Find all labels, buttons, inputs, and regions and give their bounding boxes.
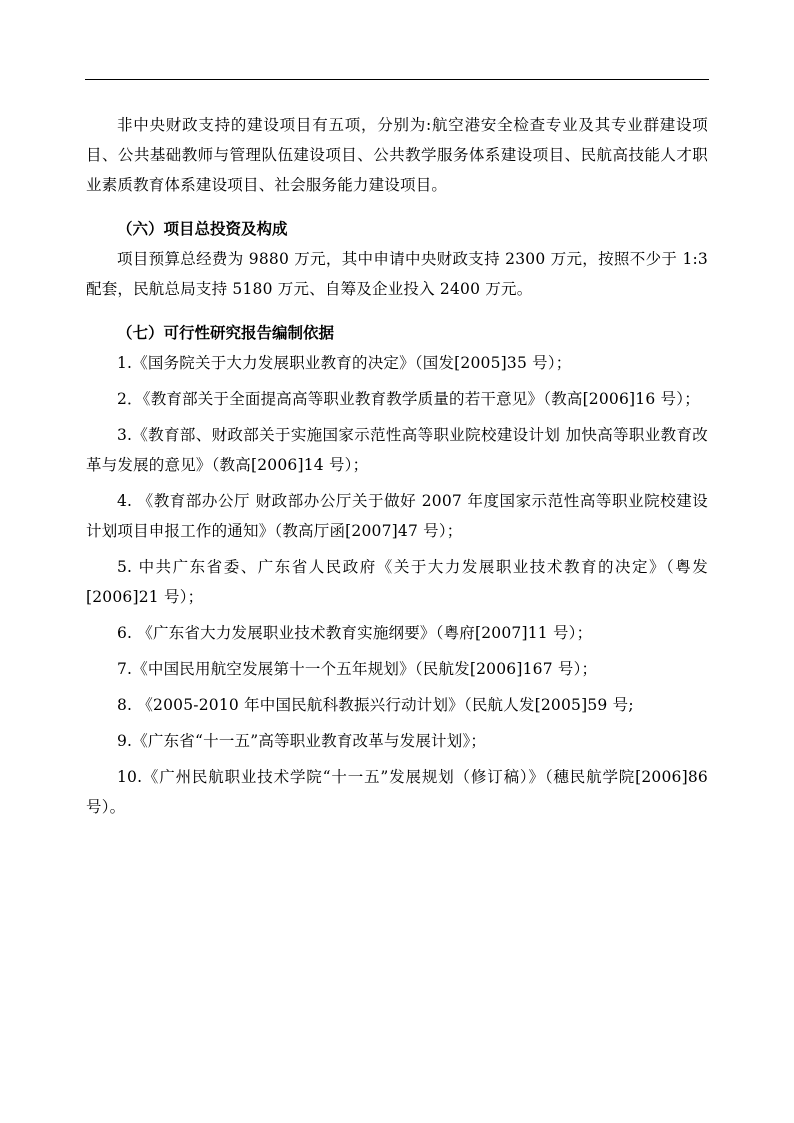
reference-item: 1.《国务院关于大力发展职业教育的决定》（国发[2005]35 号）； (117, 354, 572, 372)
reference-item: 6. 《广东省大力发展职业技术教育实施纲要》（粤府[2007]11 号）； (117, 624, 593, 642)
reference-list (86, 348, 708, 822)
reference-item: 9.《广东省“十一五”高等职业教育改革与发展计划》； (117, 732, 487, 750)
reference-item: 8. 《2005-2010 年中国民航科教振兴行动计划》（民航人发[2005]59 号; (117, 696, 634, 714)
section-seven-heading: （七）可行性研究报告编制依据 (117, 324, 335, 342)
reference-item: 2．《教育部关于全面提高高等职业教育教学质量的若干意见》（教高[2006]16 号）； (117, 390, 700, 408)
section-six-paragraph: 项目预算总经费为 9880 万元，其中申请中央财政支持 2300 万元，按照不少于 1:3 配套，民航总局支持 5180 万元、自筹及企业投入 2400 万元。 (86, 250, 708, 298)
reference-item: 3.《教育部、财政部关于实施国家示范性高等职业院校建设计划 加快高等职业教育改革与发展的意见》（教高[2006]14 号）； (86, 426, 708, 474)
reference-item: 4. 《教育部办公厅 财政部办公厅关于做好 2007 年度国家示范性高等职业院校建设计划项目申报工作的通知》（教高厅函[2007]47 号）； (86, 492, 708, 540)
reference-item: 10.《广州民航职业技术学院“十一五”发展规划（修订稿）》（穗民航学院[2006]86 号）。 (86, 768, 708, 816)
header-rule (85, 79, 709, 80)
intro-paragraph: 非中央财政支持的建设项目有五项，分别为:航空港安全检查专业及其专业群建设项目、公共基础教师与管理队伍建设项目、公共教学服务体系建设项目、民航高技能人才职业素质教育体系建设项目、社会服务能力建设项目。 (86, 116, 708, 194)
section-six-heading: （六）项目总投资及构成 (117, 220, 288, 238)
document-body (86, 110, 708, 822)
reference-item: 5. 中共广东省委、广东省人民政府《关于大力发展职业技术教育的决定》（粤发[2006]21 号）； (86, 558, 708, 606)
reference-item: 7.《中国民用航空发展第十一个五年规划》（民航发[2006]167 号）； (117, 660, 598, 678)
